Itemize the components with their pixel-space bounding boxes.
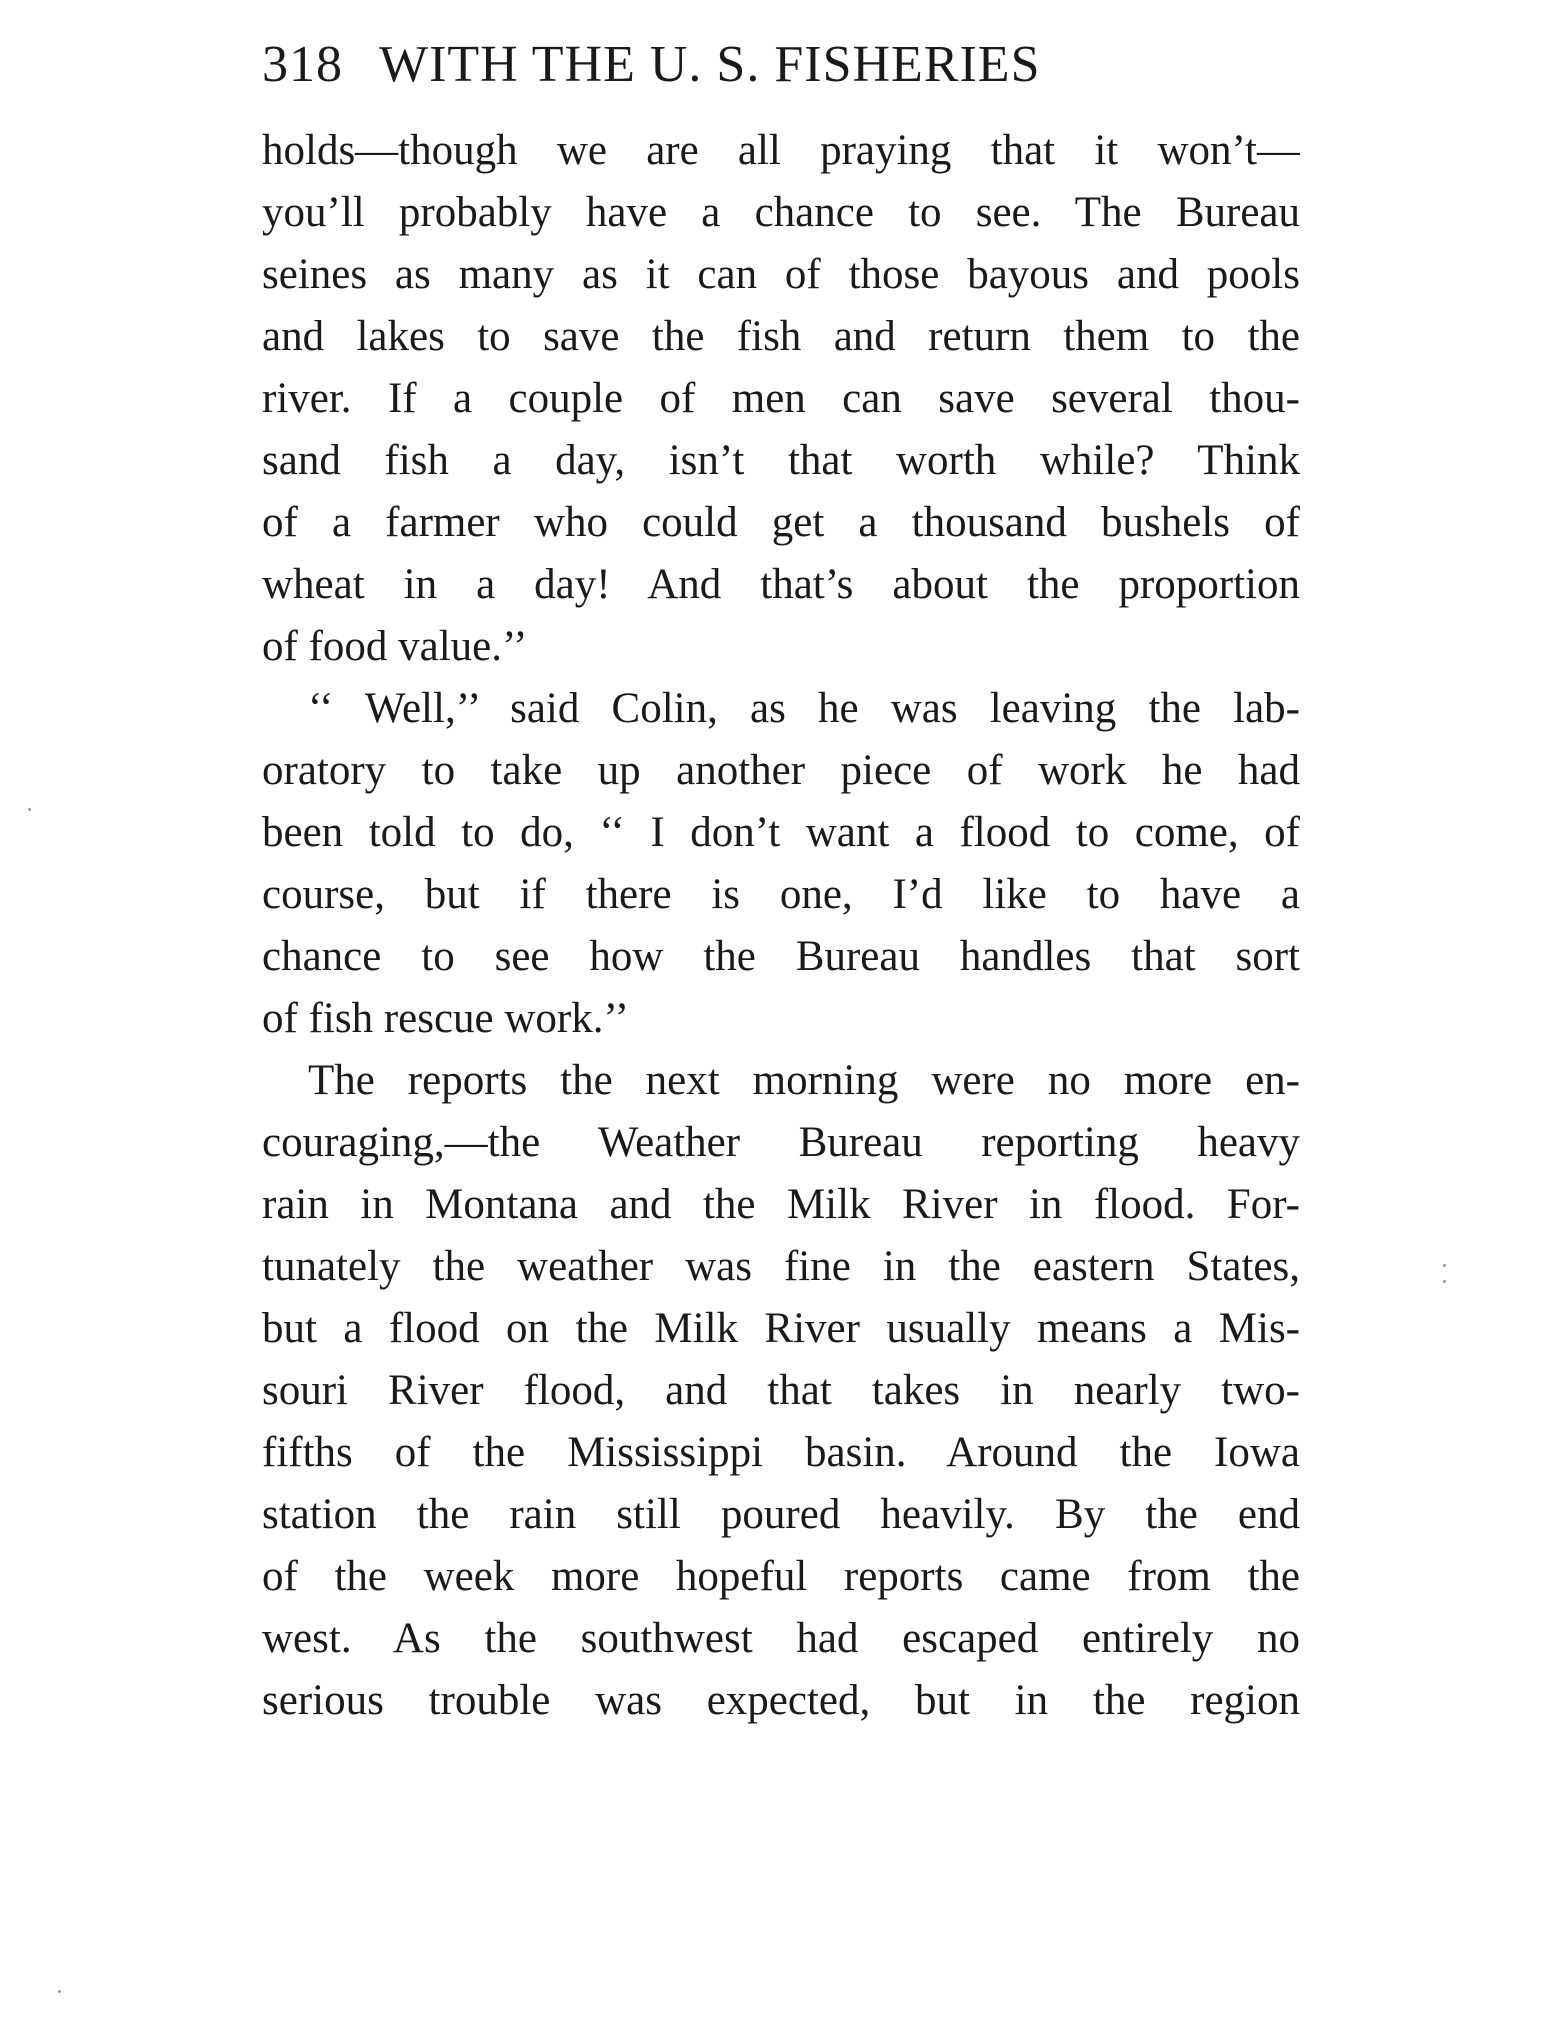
text-line: couraging,—the Weather Bureau reporting heavy xyxy=(262,1119,1300,1166)
text-line: tunately the weather was fine in the eastern States, xyxy=(262,1243,1300,1290)
scan-speck xyxy=(1443,1264,1446,1267)
text-line: oratory to take up another piece of work he had xyxy=(262,747,1300,794)
text-line: station the rain still poured heavily. By the end xyxy=(262,1491,1300,1538)
paragraph-2 xyxy=(262,678,1300,1050)
scan-speck xyxy=(58,1990,61,1993)
body-text xyxy=(262,120,1300,1732)
text-line: fifths of the Mississippi basin. Around the Iowa xyxy=(262,1429,1300,1476)
text-line: you’ll probably have a chance to see. The Bureau xyxy=(262,189,1300,236)
text-line: sand fish a day, isn’t that worth while? Think xyxy=(262,437,1300,484)
text-line: souri River flood, and that takes in nearly two- xyxy=(262,1367,1300,1414)
page-number: 318 xyxy=(262,36,343,93)
text-line: been told to do, ‘‘ I don’t want a flood to come, of xyxy=(262,809,1300,856)
text-line: of the week more hopeful reports came from the xyxy=(262,1553,1300,1600)
text-line: wheat in a day! And that’s about the proportion xyxy=(262,561,1300,608)
text-line: seines as many as it can of those bayous and pools xyxy=(262,251,1300,298)
text-line: and lakes to save the fish and return them to the xyxy=(262,313,1300,360)
text-line: of a farmer who could get a thousand bushels of xyxy=(262,499,1300,546)
paragraph-1 xyxy=(262,120,1300,678)
text-line: ‘‘ Well,’’ said Colin, as he was leaving the lab- xyxy=(308,685,1300,732)
text-line: river. If a couple of men can save several thou- xyxy=(262,375,1300,422)
paragraph-3 xyxy=(262,1050,1300,1732)
text-line: course, but if there is one, I’d like to have a xyxy=(262,871,1300,918)
text-line: holds—though we are all praying that it won’t— xyxy=(262,127,1300,174)
text-line: west. As the southwest had escaped entirely no xyxy=(262,1615,1300,1662)
text-line: of fish rescue work.’’ xyxy=(262,995,629,1042)
text-line: but a flood on the Milk River usually means a Mis- xyxy=(262,1305,1300,1352)
running-title: WITH THE U. S. FISHERIES xyxy=(379,36,1041,93)
running-head xyxy=(262,30,1302,100)
scan-speck xyxy=(1443,1280,1446,1283)
text-line: chance to see how the Bureau handles that sort xyxy=(262,933,1300,980)
text-line: of food value.’’ xyxy=(262,623,528,670)
text-line: The reports the next morning were no more en- xyxy=(308,1057,1300,1104)
scan-speck xyxy=(28,808,31,811)
text-line: serious trouble was expected, but in the region xyxy=(262,1677,1300,1724)
text-line: rain in Montana and the Milk River in flood. For- xyxy=(262,1181,1300,1228)
